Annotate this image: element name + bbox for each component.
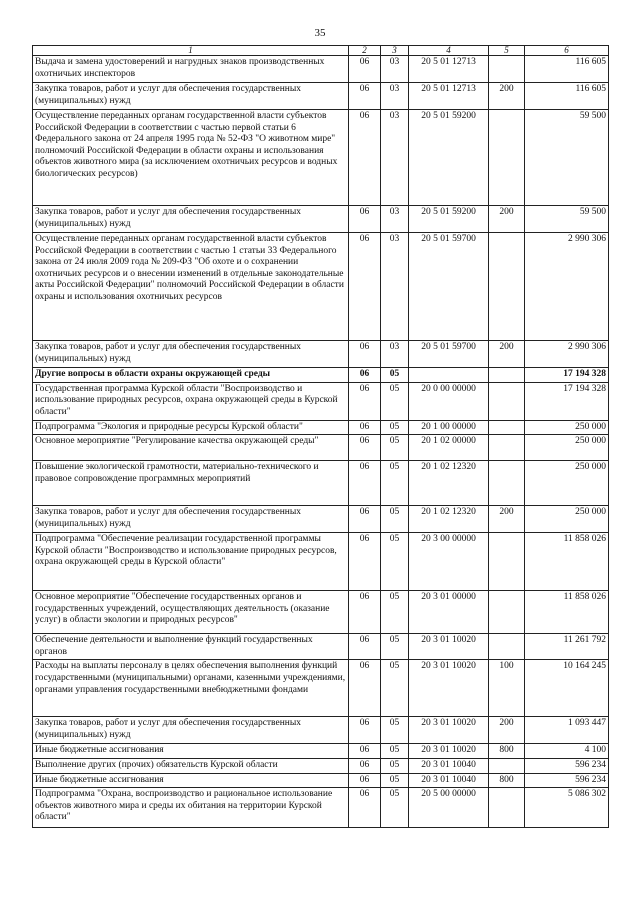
table-row (33, 56, 609, 83)
row-name-cell: Иные бюджетные ассигнования (33, 744, 349, 759)
row-subsection-cell: 05 (381, 660, 409, 717)
row-expense-type-cell (489, 110, 525, 206)
row-name-cell: Закупка товаров, работ и услуг для обеспечения государственных (муниципальных) нужд (33, 206, 349, 233)
row-section-cell: 06 (349, 382, 381, 420)
row-name-cell: Обеспечение деятельности и выполнение функций государственных органов (33, 634, 349, 660)
row-section-cell: 06 (349, 660, 381, 717)
row-name-cell: Подпрограмма "Охрана, воспроизводство и рациональное использование объектов животного мира и среды их обитания на территории Курской области" (33, 788, 349, 828)
row-subsection-cell: 03 (381, 110, 409, 206)
row-amount-cell: 11 261 792 (525, 634, 609, 660)
row-expense-type-cell: 800 (489, 744, 525, 759)
row-expense-type-cell (489, 420, 525, 435)
row-target-article-cell: 20 3 01 00000 (409, 591, 489, 634)
row-name-cell: Выдача и замена удостоверений и нагрудных знаков производственных охотничьих инспекторов (33, 56, 349, 83)
row-amount-cell: 11 858 026 (525, 591, 609, 634)
row-subsection-cell: 05 (381, 634, 409, 660)
row-subsection-cell: 05 (381, 420, 409, 435)
row-name-cell: Другие вопросы в области охраны окружающей среды (33, 368, 349, 383)
table-row (33, 110, 609, 206)
row-section-cell: 06 (349, 744, 381, 759)
row-subsection-cell: 05 (381, 533, 409, 591)
row-amount-cell: 10 164 245 (525, 660, 609, 717)
row-amount-cell: 5 086 302 (525, 788, 609, 828)
table-row (33, 758, 609, 773)
row-section-cell: 06 (349, 435, 381, 461)
row-target-article-cell: 20 3 01 10040 (409, 758, 489, 773)
table-row (33, 83, 609, 110)
row-expense-type-cell (489, 368, 525, 383)
row-expense-type-cell (489, 382, 525, 420)
table-row (33, 788, 609, 828)
header-col-1: 1 (33, 46, 349, 56)
row-subsection-cell: 05 (381, 435, 409, 461)
row-expense-type-cell: 200 (489, 341, 525, 368)
row-expense-type-cell (489, 758, 525, 773)
row-expense-type-cell: 200 (489, 83, 525, 110)
row-target-article-cell: 20 3 00 00000 (409, 533, 489, 591)
row-subsection-cell: 05 (381, 461, 409, 506)
row-section-cell: 06 (349, 420, 381, 435)
row-expense-type-cell: 200 (489, 506, 525, 533)
row-section-cell: 06 (349, 83, 381, 110)
row-expense-type-cell (489, 233, 525, 341)
table-row (33, 533, 609, 591)
row-amount-cell: 250 000 (525, 420, 609, 435)
row-name-cell: Иные бюджетные ассигнования (33, 773, 349, 788)
table-row (33, 461, 609, 506)
row-subsection-cell: 05 (381, 368, 409, 383)
row-amount-cell: 4 100 (525, 744, 609, 759)
row-section-cell: 06 (349, 758, 381, 773)
row-amount-cell: 116 605 (525, 56, 609, 83)
row-amount-cell: 1 093 447 (525, 717, 609, 744)
row-name-cell: Основное мероприятие "Обеспечение государственных органов и государственных учреждений, осуществляющих деятельность (оказание услуг) в области экологии и природных ресурсов" (33, 591, 349, 634)
table-row (33, 368, 609, 383)
row-target-article-cell: 20 1 02 00000 (409, 435, 489, 461)
row-section-cell: 06 (349, 533, 381, 591)
table-row (33, 660, 609, 717)
row-target-article-cell: 20 5 00 00000 (409, 788, 489, 828)
row-target-article-cell: 20 5 01 59200 (409, 110, 489, 206)
row-expense-type-cell (489, 56, 525, 83)
row-name-cell: Закупка товаров, работ и услуг для обеспечения государственных (муниципальных) нужд (33, 717, 349, 744)
row-name-cell: Основное мероприятие "Регулирование качества окружающей среды" (33, 435, 349, 461)
row-subsection-cell: 03 (381, 206, 409, 233)
row-amount-cell: 596 234 (525, 758, 609, 773)
row-amount-cell: 2 990 306 (525, 233, 609, 341)
table-row (33, 717, 609, 744)
row-amount-cell: 596 234 (525, 773, 609, 788)
row-subsection-cell: 05 (381, 382, 409, 420)
row-section-cell: 06 (349, 233, 381, 341)
row-target-article-cell: 20 3 01 10020 (409, 660, 489, 717)
row-expense-type-cell: 200 (489, 206, 525, 233)
row-section-cell: 06 (349, 788, 381, 828)
row-amount-cell: 250 000 (525, 435, 609, 461)
row-section-cell: 06 (349, 506, 381, 533)
row-amount-cell: 59 500 (525, 206, 609, 233)
table-row (33, 382, 609, 420)
row-subsection-cell: 05 (381, 506, 409, 533)
row-subsection-cell: 05 (381, 591, 409, 634)
row-subsection-cell: 05 (381, 717, 409, 744)
page-number: 35 (314, 27, 326, 39)
row-name-cell: Подпрограмма "Обеспечение реализации государственной программы Курской области "Воспроизводство и использование природных ресурсов, охрана окружающей среды в Курской области" (33, 533, 349, 591)
row-amount-cell: 17 194 328 (525, 382, 609, 420)
header-col-6: 6 (525, 46, 609, 56)
row-expense-type-cell (489, 435, 525, 461)
table-row (33, 206, 609, 233)
row-amount-cell: 250 000 (525, 461, 609, 506)
row-section-cell: 06 (349, 773, 381, 788)
row-expense-type-cell: 100 (489, 660, 525, 717)
table-row (33, 773, 609, 788)
table-row (33, 420, 609, 435)
row-expense-type-cell (489, 788, 525, 828)
row-expense-type-cell: 200 (489, 717, 525, 744)
table-row (33, 233, 609, 341)
row-expense-type-cell: 800 (489, 773, 525, 788)
row-expense-type-cell (489, 461, 525, 506)
header-col-2: 2 (349, 46, 381, 56)
table-row (33, 506, 609, 533)
row-name-cell: Подпрограмма "Экология и природные ресурсы Курской области" (33, 420, 349, 435)
row-subsection-cell: 03 (381, 83, 409, 110)
row-section-cell: 06 (349, 461, 381, 506)
row-name-cell: Осуществление переданных органам государственной власти субъектов Российской Федерации в соответствии с частью первой статьи 6 Федерального закона от 24 апреля 1995 года № 52-ФЗ "О животном мире" полномочий Российской Федерации в области охраны и использования объектов животного мира (за исключением охотничьих ресурсов и водных биологических ресурсов) (33, 110, 349, 206)
row-expense-type-cell (489, 533, 525, 591)
table-row (33, 341, 609, 368)
row-section-cell: 06 (349, 368, 381, 383)
row-target-article-cell: 20 5 01 12713 (409, 56, 489, 83)
row-target-article-cell: 20 3 01 10020 (409, 744, 489, 759)
row-target-article-cell: 20 5 01 59700 (409, 341, 489, 368)
row-target-article-cell: 20 3 01 10020 (409, 717, 489, 744)
header-row (33, 46, 609, 56)
row-name-cell: Осуществление переданных органам государственной власти субъектов Российской Федерации в соответствии с частью 1 статьи 33 Федерального закона от 24 июля 2009 года № 209-ФЗ "Об охоте и о сохранении охотничьих ресурсов и о внесении изменений в отдельные законодательные акты Российской Федерации" полномочий Российской Федерации в области охраны и использования охотничьих ресурсов (33, 233, 349, 341)
row-target-article-cell: 20 1 02 12320 (409, 506, 489, 533)
row-amount-cell: 59 500 (525, 110, 609, 206)
row-subsection-cell: 05 (381, 788, 409, 828)
row-amount-cell: 2 990 306 (525, 341, 609, 368)
table-row (33, 435, 609, 461)
row-name-cell: Государственная программа Курской области "Воспроизводство и использование природных ресурсов, охрана окружающей среды в Курской области" (33, 382, 349, 420)
row-name-cell: Закупка товаров, работ и услуг для обеспечения государственных (муниципальных) нужд (33, 341, 349, 368)
row-subsection-cell: 03 (381, 233, 409, 341)
row-target-article-cell (409, 368, 489, 383)
row-section-cell: 06 (349, 56, 381, 83)
row-expense-type-cell (489, 591, 525, 634)
row-target-article-cell: 20 5 01 12713 (409, 83, 489, 110)
row-target-article-cell: 20 5 01 59700 (409, 233, 489, 341)
row-section-cell: 06 (349, 341, 381, 368)
row-section-cell: 06 (349, 634, 381, 660)
header-col-5: 5 (489, 46, 525, 56)
row-amount-cell: 17 194 328 (525, 368, 609, 383)
table-row (33, 744, 609, 759)
row-target-article-cell: 20 1 00 00000 (409, 420, 489, 435)
row-section-cell: 06 (349, 110, 381, 206)
row-name-cell: Закупка товаров, работ и услуг для обеспечения государственных (муниципальных) нужд (33, 506, 349, 533)
row-target-article-cell: 20 1 02 12320 (409, 461, 489, 506)
row-section-cell: 06 (349, 717, 381, 744)
row-name-cell: Выполнение других (прочих) обязательств Курской области (33, 758, 349, 773)
row-name-cell: Расходы на выплаты персоналу в целях обеспечения выполнения функций государственными (муниципальными) органами, казенными учреждениями, органами управления государственными внебюджетными фондами (33, 660, 349, 717)
row-target-article-cell: 20 3 01 10040 (409, 773, 489, 788)
row-subsection-cell: 05 (381, 758, 409, 773)
row-target-article-cell: 20 0 00 00000 (409, 382, 489, 420)
budget-table (32, 45, 609, 828)
row-subsection-cell: 03 (381, 56, 409, 83)
row-subsection-cell: 05 (381, 744, 409, 759)
row-name-cell: Закупка товаров, работ и услуг для обеспечения государственных (муниципальных) нужд (33, 83, 349, 110)
table-row (33, 591, 609, 634)
row-amount-cell: 116 605 (525, 83, 609, 110)
row-amount-cell: 250 000 (525, 506, 609, 533)
row-subsection-cell: 05 (381, 773, 409, 788)
row-amount-cell: 11 858 026 (525, 533, 609, 591)
row-section-cell: 06 (349, 591, 381, 634)
row-expense-type-cell (489, 634, 525, 660)
header-col-3: 3 (381, 46, 409, 56)
row-name-cell: Повышение экологической грамотности, материально-технического и правовое сопровождение программных мероприятий (33, 461, 349, 506)
row-subsection-cell: 03 (381, 341, 409, 368)
row-target-article-cell: 20 5 01 59200 (409, 206, 489, 233)
row-target-article-cell: 20 3 01 10020 (409, 634, 489, 660)
row-section-cell: 06 (349, 206, 381, 233)
table-row (33, 634, 609, 660)
header-col-4: 4 (409, 46, 489, 56)
